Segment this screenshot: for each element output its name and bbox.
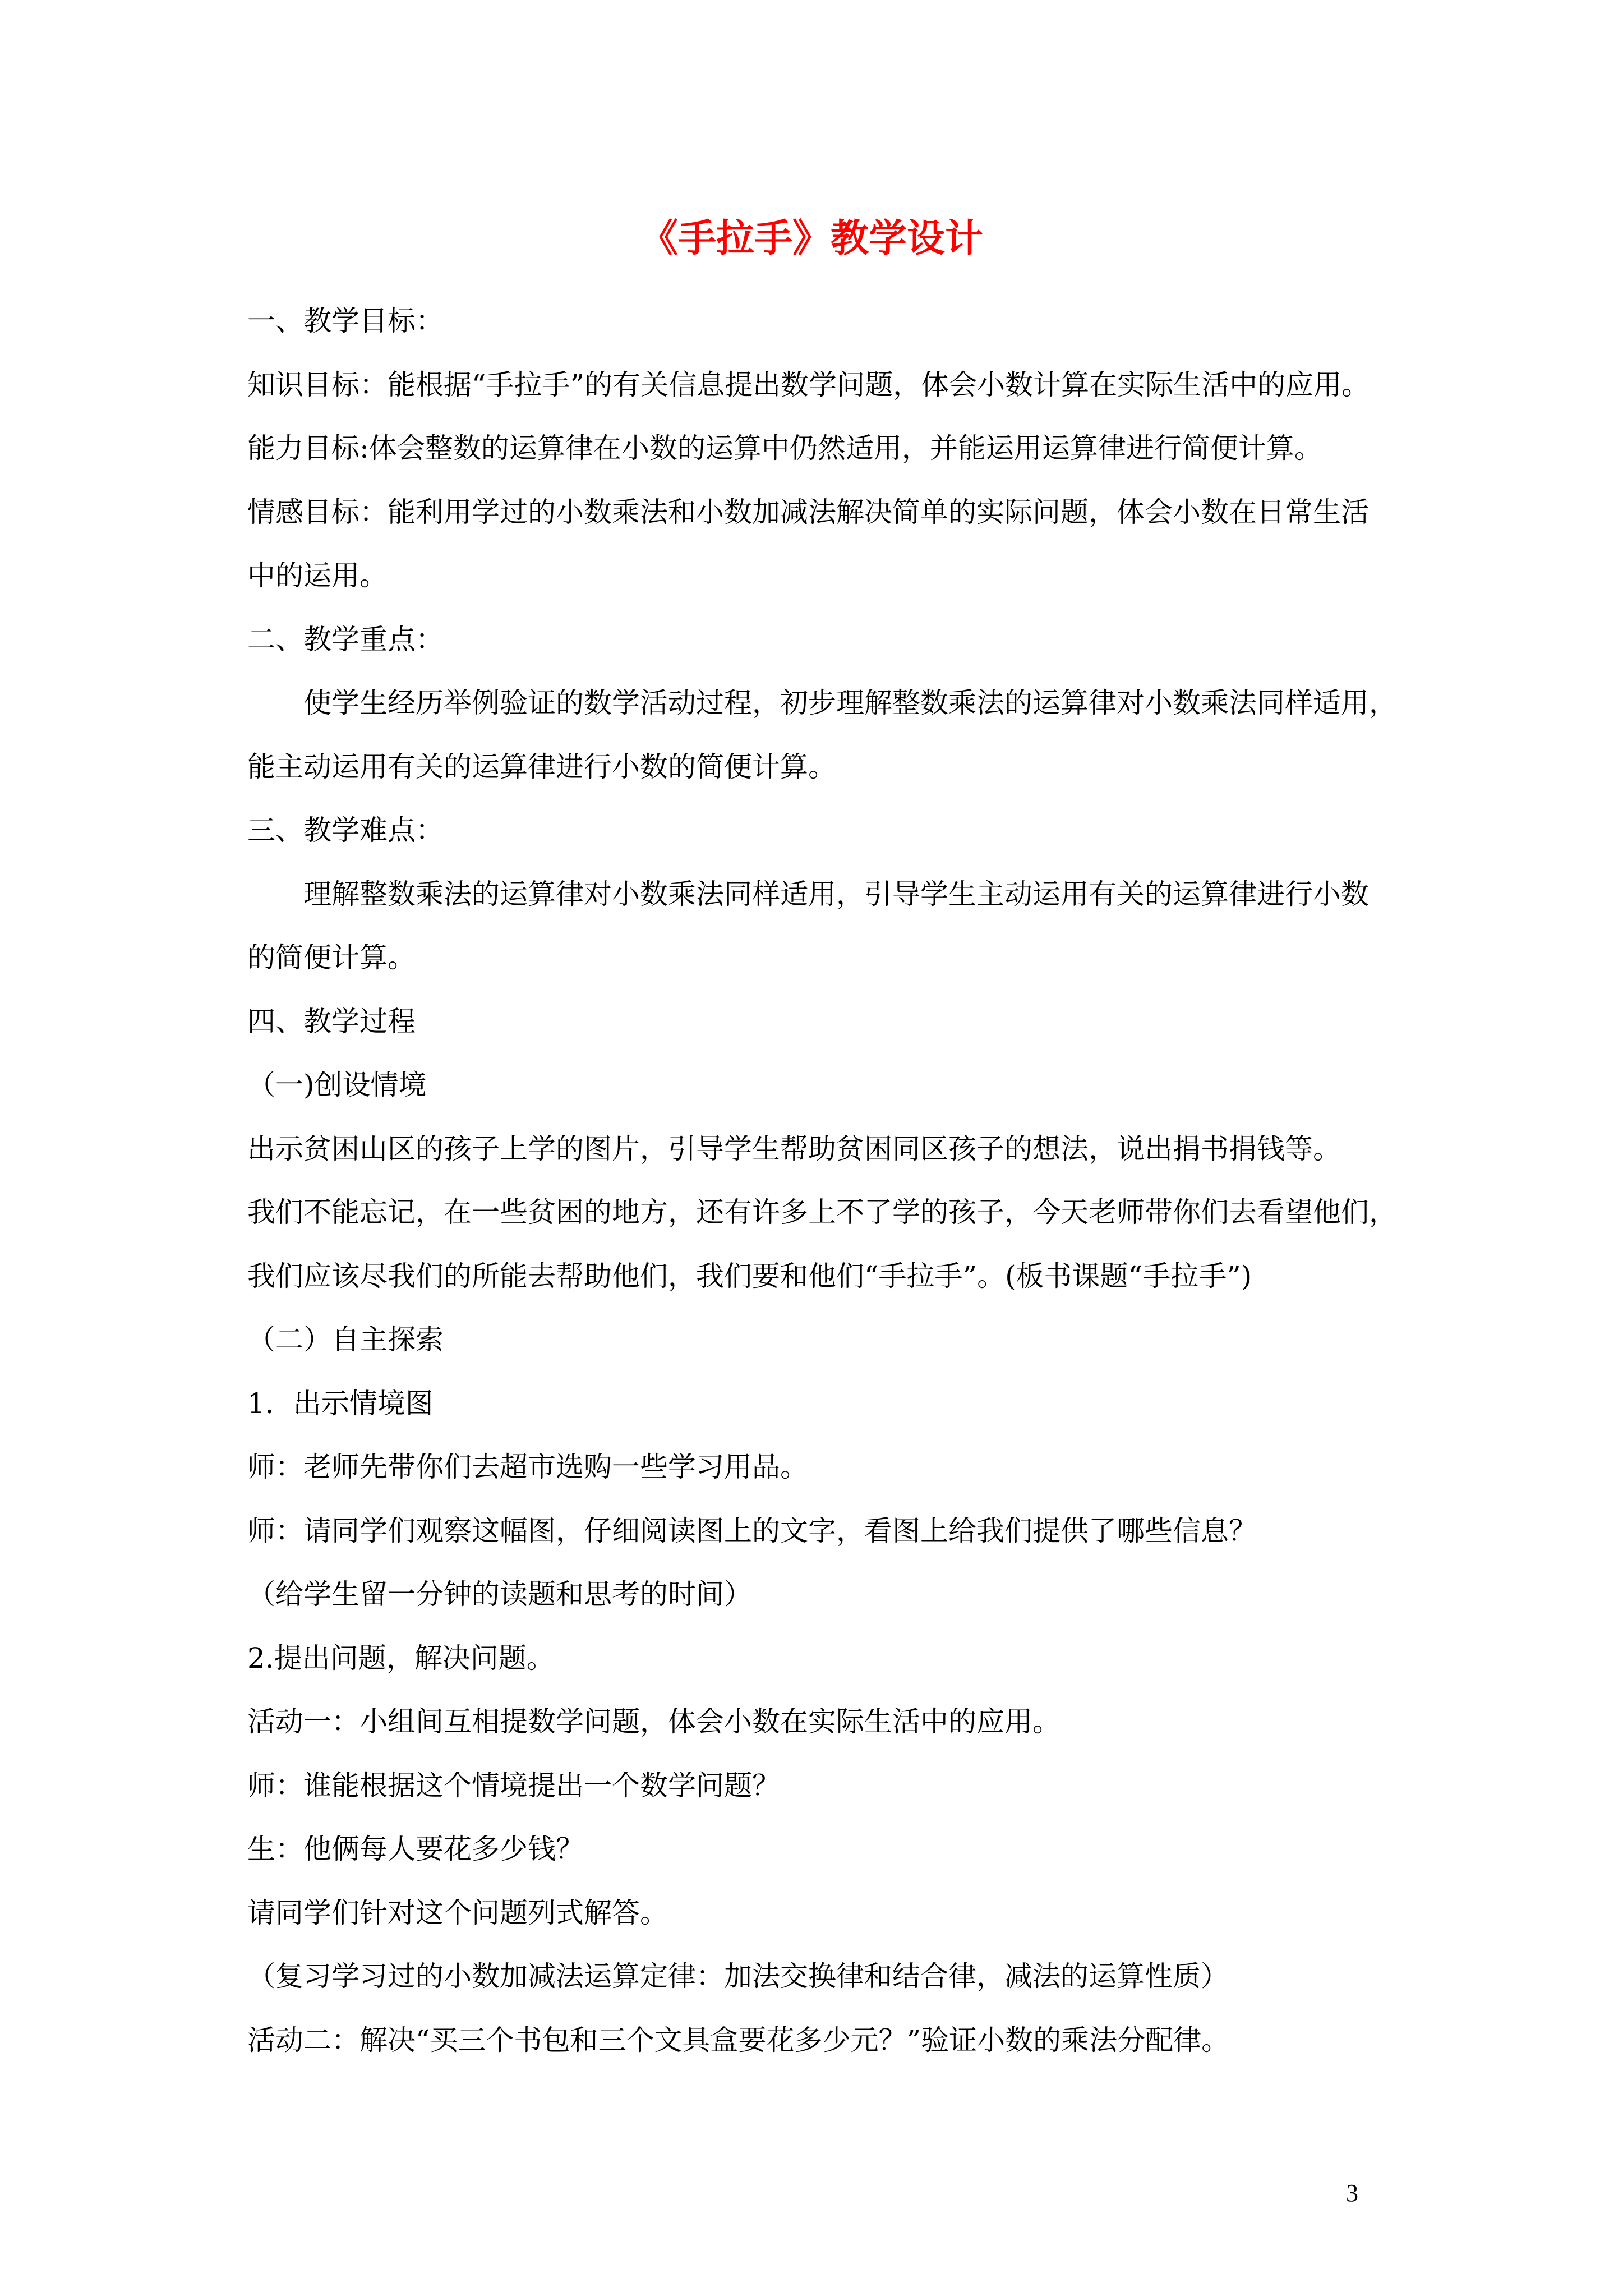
paragraph-knowledge-objective: 知识目标：能根据“手拉手”的有关信息提出数学问题，体会小数计算在实际生活中的应用。 (247, 368, 1370, 401)
list-item-ask-questions: 2.提出问题，解决问题。 (247, 1641, 555, 1674)
section-heading-key-points: 二、教学重点： (247, 623, 444, 656)
paragraph-key-points: 使学生经历举例验证的数学活动过程，初步理解整数乘法的运算律对小数乘法同样适用， (303, 687, 1397, 719)
section-heading-objectives: 一、教学目标： (247, 305, 444, 337)
page-number: 3 (1346, 2179, 1358, 2207)
activity-one: 活动一：小组间互相提数学问题，体会小数在实际生活中的应用。 (247, 1705, 1061, 1738)
paragraph-difficulties-cont: 的简便计算。 (247, 941, 416, 974)
document-body (247, 289, 1414, 2072)
paragraph-ability-objective: 能力目标:体会整数的运算律在小数的运算中仍然适用，并能运用运算律进行简便计算。 (247, 432, 1322, 464)
document-title: 《手拉手》教学设计 (639, 216, 983, 261)
section-heading-process: 四、教学过程 (247, 1005, 416, 1038)
dialogue-teacher-1: 师：老师先带你们去超市选购一些学习用品。 (247, 1451, 808, 1483)
subsection-heading-scenario: （一)创设情境 (247, 1069, 427, 1101)
paragraph-difficulties: 理解整数乘法的运算律对小数乘法同样适用，引导学生主动运用有关的运算律进行小数 (303, 877, 1369, 910)
paragraph-scenario-3: 我们应该尽我们的所能去帮助他们，我们要和他们“手拉手”。(板书课题“手拉手”) (247, 1259, 1252, 1292)
dialogue-teacher-2: 师：请同学们观察这幅图，仔细阅读图上的文字，看图上给我们提供了哪些信息？ (247, 1514, 1257, 1547)
paragraph-emotion-objective-cont: 中的运用。 (247, 559, 388, 592)
list-item-show-picture: 1．出示情境图 (247, 1387, 434, 1420)
dialogue-teacher-3: 师：谁能根据这个情境提出一个数学问题？ (247, 1769, 780, 1802)
paragraph-emotion-objective: 情感目标：能利用学过的小数乘法和小数加减法解决简单的实际问题，体会小数在日常生活 (247, 495, 1369, 528)
paragraph-key-points-cont: 能主动运用有关的运算律进行小数的简便计算。 (247, 750, 836, 783)
section-heading-difficulties: 三、教学难点： (247, 814, 444, 846)
paragraph-scenario-1: 出示贫困山区的孩子上学的图片，引导学生帮助贫困同区孩子的想法，说出捐书捐钱等。 (247, 1132, 1341, 1165)
subsection-heading-explore: （二）自主探索 (247, 1323, 444, 1356)
paragraph-scenario-2: 我们不能忘记，在一些贫困的地方，还有许多上不了学的孩子，今天老师带你们去看望他们， (247, 1196, 1397, 1228)
activity-two: 活动二：解决“买三个书包和三个文具盒要花多少元？”验证小数的乘法分配律。 (247, 2023, 1230, 2056)
dialogue-student-1: 生：他俩每人要花多少钱？ (247, 1833, 584, 1865)
note-review: （复习学习过的小数加减法运算定律：加法交换律和结合律，减法的运算性质） (247, 1960, 1229, 1993)
note-thinking-time: （给学生留一分钟的读题和思考的时间） (247, 1578, 752, 1611)
instruction-solve: 请同学们针对这个问题列式解答。 (247, 1896, 668, 1929)
